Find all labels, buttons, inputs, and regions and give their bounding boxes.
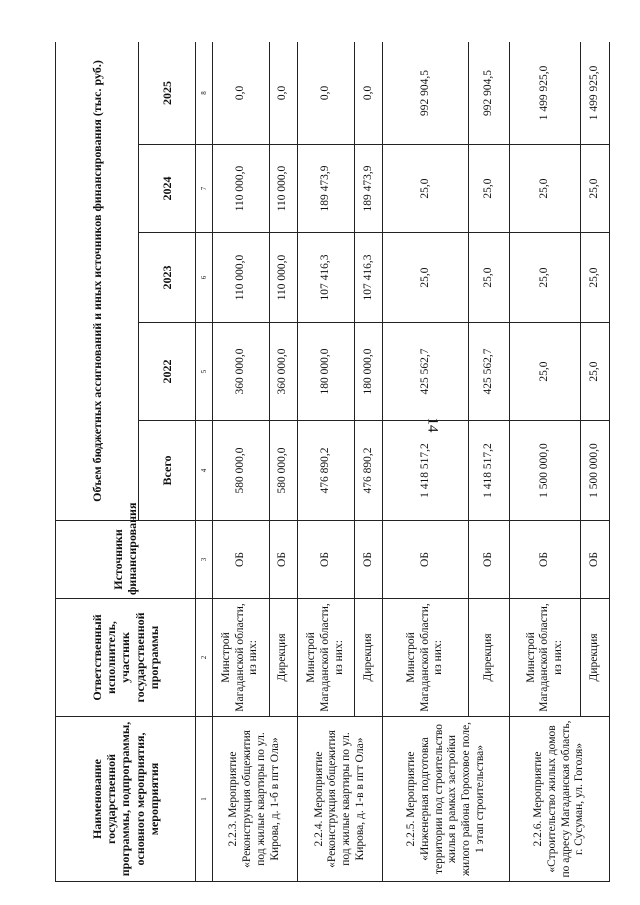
header-year-2023: 2023 (139, 233, 196, 323)
executor-cell: Минстрой Магаданской области, из них: (383, 599, 468, 717)
value-2025: 0,0 (297, 42, 354, 145)
table-row (297, 42, 354, 882)
value-total: 1 418 517,2 (468, 421, 510, 521)
rotated-page (55, 42, 610, 882)
value-2025: 992 904,5 (383, 42, 468, 145)
value-2024: 25,0 (468, 145, 510, 233)
column-number: 2 (195, 599, 212, 717)
source-cell: ОБ (269, 521, 297, 599)
value-2025: 1 499 925,0 (581, 42, 610, 145)
column-number: 4 (195, 421, 212, 521)
value-2025: 0,0 (212, 42, 269, 145)
value-total: 1 500 000,0 (581, 421, 610, 521)
activity-name: 2.2.4. Мероприятие «Реконструкция общежития под жилые квартиры по ул. Кирова, д. 1-в в пгт Ола» (297, 717, 382, 882)
value-2022: 180 000,0 (297, 323, 354, 421)
table-row (212, 42, 269, 882)
activity-name: 2.2.5. Мероприятие «Инженерная подготовка территории под строительство жилья в рамках застройки жилого района Гороховое поле, 1 этап строительства» (383, 717, 510, 882)
executor-cell: Дирекция (269, 599, 297, 717)
source-cell: ОБ (510, 521, 581, 599)
executor-cell: Дирекция (354, 599, 382, 717)
value-total: 580 000,0 (269, 421, 297, 521)
source-cell: ОБ (468, 521, 510, 599)
value-2023: 25,0 (383, 233, 468, 323)
executor-cell: Дирекция (468, 599, 510, 717)
value-2025: 0,0 (269, 42, 297, 145)
value-total: 1 500 000,0 (510, 421, 581, 521)
value-2024: 110 000,0 (212, 145, 269, 233)
value-2022: 180 000,0 (354, 323, 382, 421)
header-year-2022: 2022 (139, 323, 196, 421)
source-cell: ОБ (581, 521, 610, 599)
value-2024: 189 473,9 (297, 145, 354, 233)
rotated-table-container (55, 42, 610, 882)
value-2023: 25,0 (468, 233, 510, 323)
value-2023: 25,0 (581, 233, 610, 323)
column-number: 8 (195, 42, 212, 145)
value-2025: 0,0 (354, 42, 382, 145)
column-number: 3 (195, 521, 212, 599)
financing-table (55, 42, 610, 882)
executor-cell: Минстрой Магаданской области, из них: (510, 599, 581, 717)
value-2024: 189 473,9 (354, 145, 382, 233)
source-cell: ОБ (383, 521, 468, 599)
value-2022: 425 562,7 (468, 323, 510, 421)
source-cell: ОБ (354, 521, 382, 599)
value-2023: 25,0 (510, 233, 581, 323)
activity-name: 2.2.6. Мероприятие «Строительство жилых домов по адресу Магаданская область, г. Сусуман, ул. Гоголя» (510, 717, 610, 882)
table-row (510, 42, 581, 882)
activity-name: 2.2.3. Мероприятие «Реконструкция общежития под жилые квартиры по ул. Кирова, д. 1-б в пгт Ола» (212, 717, 297, 882)
value-2025: 992 904,5 (468, 42, 510, 145)
column-number: 6 (195, 233, 212, 323)
column-number: 1 (195, 717, 212, 882)
table-row (383, 42, 468, 882)
executor-cell: Минстрой Магаданской области, из них: (297, 599, 354, 717)
value-2022: 425 562,7 (383, 323, 468, 421)
value-total: 476 890,2 (297, 421, 354, 521)
value-2022: 25,0 (581, 323, 610, 421)
value-2024: 25,0 (383, 145, 468, 233)
header-year-total: Всего (139, 421, 196, 521)
header-source: Источники финансирования (56, 521, 196, 599)
value-2024: 25,0 (510, 145, 581, 233)
header-volume-group: Объем бюджетных ассигнований и иных источников финансирования (тыс. руб.) (56, 42, 139, 521)
value-2022: 25,0 (510, 323, 581, 421)
header-year-2024: 2024 (139, 145, 196, 233)
header-year-2025: 2025 (139, 42, 196, 145)
value-2024: 25,0 (581, 145, 610, 233)
executor-cell: Минстрой Магаданской области, из них: (212, 599, 269, 717)
column-number: 7 (195, 145, 212, 233)
column-number: 5 (195, 323, 212, 421)
value-2023: 107 416,3 (354, 233, 382, 323)
value-2022: 360 000,0 (269, 323, 297, 421)
value-2025: 1 499 925,0 (510, 42, 581, 145)
value-2023: 110 000,0 (269, 233, 297, 323)
value-2023: 107 416,3 (297, 233, 354, 323)
value-total: 580 000,0 (212, 421, 269, 521)
value-total: 476 890,2 (354, 421, 382, 521)
source-cell: ОБ (212, 521, 269, 599)
value-2022: 360 000,0 (212, 323, 269, 421)
source-cell: ОБ (297, 521, 354, 599)
value-total: 1 418 517,2 (383, 421, 468, 521)
page-number: 14 (424, 417, 441, 433)
header-executor: Ответственный исполнитель, участник государственной программы (56, 599, 196, 717)
executor-cell: Дирекция (581, 599, 610, 717)
value-2023: 110 000,0 (212, 233, 269, 323)
value-2024: 110 000,0 (269, 145, 297, 233)
header-name: Наименование государственной программы, подпрограммы, основного мероприятия, мероприятия (56, 717, 196, 882)
